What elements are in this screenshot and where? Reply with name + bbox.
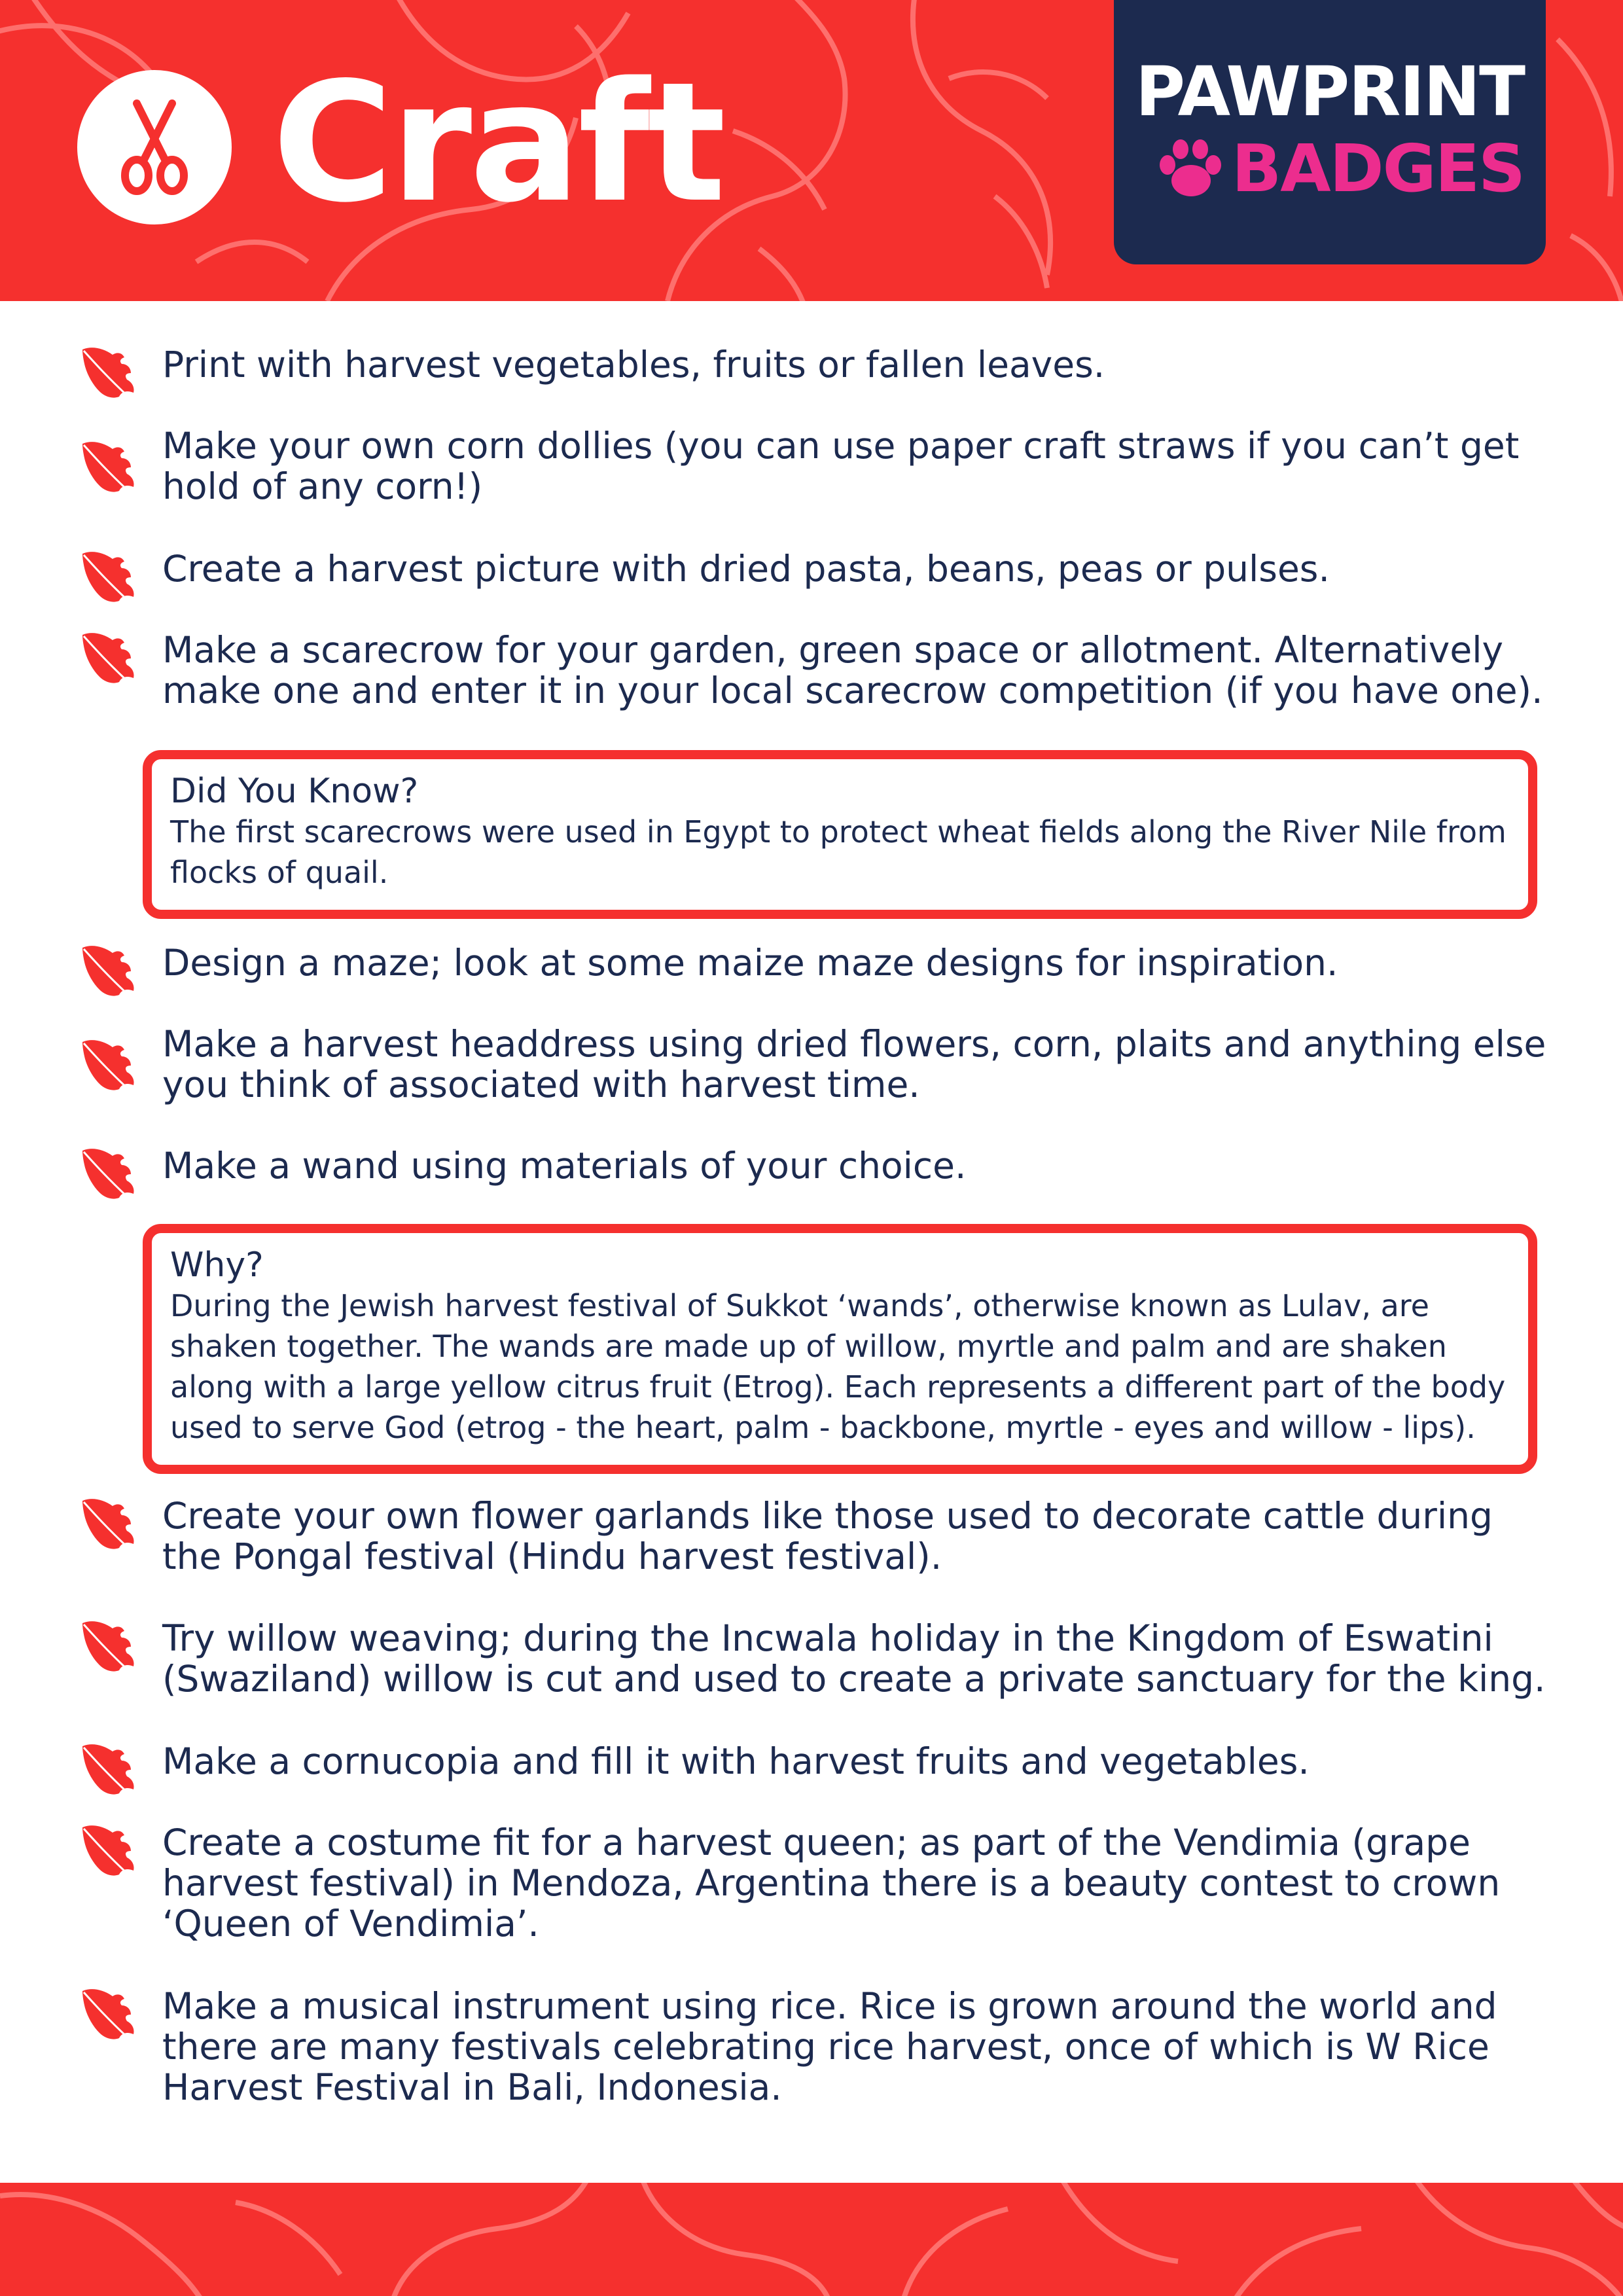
list-item-text: Create a harvest picture with dried pasta, beans, peas or pulses. [162, 548, 1330, 590]
leaf-bullet-icon [79, 439, 137, 497]
leaf-bullet-icon [79, 1741, 137, 1800]
brand-bottom-text: BADGES [1232, 130, 1525, 207]
footer-banner [0, 2183, 1623, 2296]
note-body: During the Jewish harvest festival of Sukkot ‘wands’, otherwise known as Lulav, are shaken together. The wands are made up of willow, myrtle and palm and are shaken along with a large yellow citrus fruit (Etrog). Each represents a different part of the body used to serve God (etrog - the heart, palm - backbone, myrtle - eyes and willow - lips). [170, 1288, 1506, 1445]
leaf-bullet-icon [79, 1145, 137, 1204]
brand-bottom-row [1153, 130, 1525, 207]
brand-top-text: PAWPRINT [1135, 52, 1525, 132]
note-title: Did You Know? [170, 772, 419, 811]
leaf-bullet-icon [79, 630, 137, 689]
list-item-text: Create a costume fit for a harvest queen; as part of the Vendimia (grape harvest festival) in Mendoza, Argentina there is a beauty contest to crown ‘Queen of Vendimia’. [162, 1821, 1501, 1945]
paw-icon [1153, 136, 1225, 202]
leaf-bullet-icon [79, 1496, 137, 1554]
leaf-pattern-decoration [0, 2183, 1623, 2296]
leaf-bullet-icon [79, 1822, 137, 1881]
note-body: The first scarecrows were used in Egypt to protect wheat fields along the River Nile from flocks of quail. [170, 814, 1507, 890]
list-item-text: Make a musical instrument using rice. Rice is grown around the world and there are many festivals celebrating rice harvest, once of which is W Rice Harvest Festival in Bali, Indonesia. [162, 1985, 1497, 2108]
leaf-bullet-icon [79, 548, 137, 607]
leaf-bullet-icon [79, 1618, 137, 1677]
leaf-bullet-icon [79, 1986, 137, 2045]
list-item-text: Design a maze; look at some maize maze designs for inspiration. [162, 942, 1338, 984]
note-title: Why? [170, 1246, 264, 1285]
leaf-bullet-icon [79, 942, 137, 1001]
leaf-bullet-icon [79, 344, 137, 403]
list-item-text: Create your own flower garlands like those used to decorate cattle during the Pongal festival (Hindu harvest festival). [162, 1495, 1493, 1577]
why-box [143, 1224, 1537, 1474]
brand-logo [1114, 0, 1546, 264]
title-group [77, 47, 724, 239]
list-item-text: Make a wand using materials of your choice. [162, 1145, 967, 1187]
page-title: Craft [272, 47, 724, 239]
header-banner [0, 0, 1623, 301]
list-item-text: Make your own corn dollies (you can use paper craft straws if you can’t get hold of any corn!) [162, 425, 1520, 507]
list-item-text: Make a cornucopia and fill it with harvest fruits and vegetables. [162, 1740, 1310, 1782]
list-item-text: Make a scarecrow for your garden, green space or allotment. Alternatively make one and enter it in your local scarecrow competition (if you have one). [162, 629, 1543, 711]
did-you-know-box [143, 750, 1537, 919]
list-item-text: Make a harvest headdress using dried flowers, corn, plaits and anything else you think of associated with harvest time. [162, 1023, 1546, 1105]
scissors-icon [77, 70, 232, 224]
list-item-text: Try willow weaving; during the Incwala holiday in the Kingdom of Eswatini (Swaziland) willow is cut and used to create a private sanctuary for the king. [162, 1617, 1546, 1700]
leaf-bullet-icon [79, 1037, 137, 1096]
list-item-text: Print with harvest vegetables, fruits or fallen leaves. [162, 344, 1105, 386]
